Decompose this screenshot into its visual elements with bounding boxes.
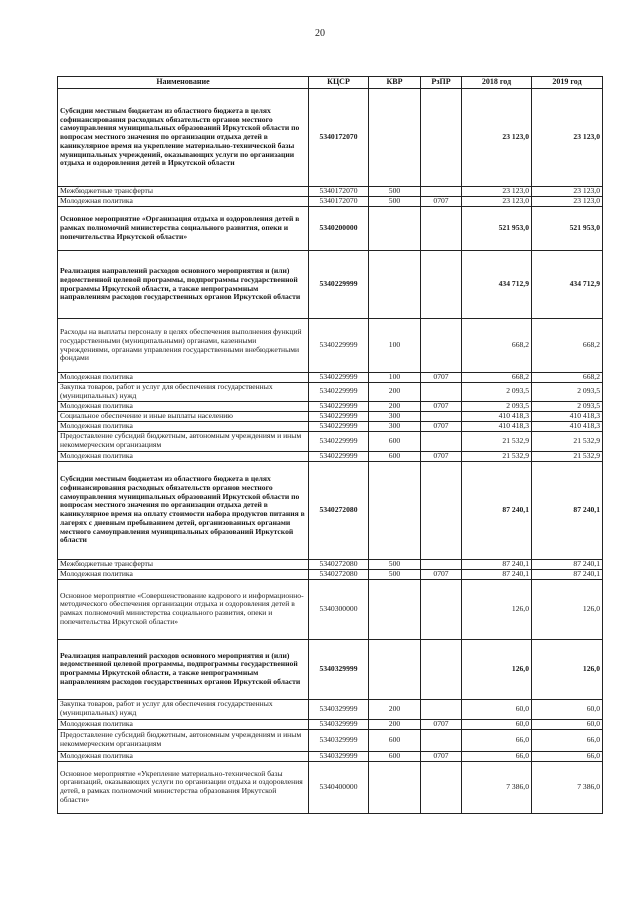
- table-row: [58, 761, 603, 813]
- cell-kvr: [369, 251, 421, 319]
- cell-2018: 126,0: [462, 579, 532, 639]
- cell-2019: 60,0: [532, 719, 603, 729]
- cell-2018: 87 240,1: [462, 569, 532, 579]
- table-row: [58, 729, 603, 751]
- cell-rzpr: [421, 579, 462, 639]
- cell-name: Межбюджетные трансферты: [58, 187, 309, 197]
- cell-kvr: 500: [369, 559, 421, 569]
- table-header-row: [58, 77, 603, 89]
- cell-kvr: 600: [369, 451, 421, 461]
- cell-rzpr: [421, 319, 462, 373]
- cell-rzpr: [421, 411, 462, 421]
- cell-2018: 23 123,0: [462, 197, 532, 207]
- cell-kvr: 100: [369, 373, 421, 383]
- cell-rzpr: [421, 187, 462, 197]
- table-row: [58, 187, 603, 197]
- cell-name: Межбюджетные трансферты: [58, 559, 309, 569]
- cell-name: Молодежная политика: [58, 569, 309, 579]
- cell-2018: 7 386,0: [462, 761, 532, 813]
- cell-2019: 23 123,0: [532, 89, 603, 187]
- cell-kcsr: 5340329999: [309, 751, 369, 761]
- cell-2018: 410 418,3: [462, 421, 532, 431]
- cell-rzpr: [421, 761, 462, 813]
- table-row: [58, 401, 603, 411]
- cell-2019: 87 240,1: [532, 461, 603, 559]
- table-row: [58, 699, 603, 719]
- table-row: [58, 559, 603, 569]
- table-row: [58, 431, 603, 451]
- cell-kcsr: 5340229999: [309, 431, 369, 451]
- cell-kcsr: 5340272080: [309, 559, 369, 569]
- table-row: [58, 319, 603, 373]
- cell-2018: 126,0: [462, 639, 532, 699]
- cell-name: Молодежная политика: [58, 451, 309, 461]
- cell-2018: 66,0: [462, 729, 532, 751]
- cell-2018: 60,0: [462, 699, 532, 719]
- cell-2019: 668,2: [532, 373, 603, 383]
- header-name: Наименование: [58, 77, 309, 89]
- table-row: [58, 719, 603, 729]
- cell-rzpr: 0707: [421, 751, 462, 761]
- cell-name: Закупка товаров, работ и услуг для обеспечения государственных (муниципальных) нужд: [58, 699, 309, 719]
- cell-rzpr: 0707: [421, 569, 462, 579]
- cell-kvr: 300: [369, 421, 421, 431]
- cell-kvr: 200: [369, 401, 421, 411]
- cell-2018: 87 240,1: [462, 461, 532, 559]
- cell-kcsr: 5340329999: [309, 699, 369, 719]
- cell-2019: 87 240,1: [532, 569, 603, 579]
- cell-name: Молодежная политика: [58, 421, 309, 431]
- cell-2019: 60,0: [532, 699, 603, 719]
- cell-2019: 521 953,0: [532, 207, 603, 251]
- cell-2019: 668,2: [532, 319, 603, 373]
- cell-name: Субсидии местным бюджетам из областного бюджета в целях софинансирования расходных обязательств органов местного самоуправления муниципальных образований Иркутской области по вопросам местного значения по организации отдыха детей в каникулярное время на оплату стоимости набора продуктов питания в лагерях с дневным пребыванием детей, организованных органами местного самоуправления муниципальных образований Иркутской области: [58, 461, 309, 559]
- cell-kvr: [369, 761, 421, 813]
- cell-kcsr: 5340172070: [309, 197, 369, 207]
- cell-kcsr: 5340229999: [309, 421, 369, 431]
- cell-2019: 87 240,1: [532, 559, 603, 569]
- cell-2018: 668,2: [462, 319, 532, 373]
- cell-2018: 668,2: [462, 373, 532, 383]
- cell-rzpr: 0707: [421, 719, 462, 729]
- cell-kcsr: 5340272080: [309, 461, 369, 559]
- cell-rzpr: 0707: [421, 197, 462, 207]
- cell-name: Молодежная политика: [58, 719, 309, 729]
- header-2019: 2019 год: [532, 77, 603, 89]
- cell-2018: 23 123,0: [462, 89, 532, 187]
- cell-2019: 23 123,0: [532, 197, 603, 207]
- cell-kcsr: 5340200000: [309, 207, 369, 251]
- cell-name: Основное мероприятие «Совершенствование кадрового и информационно-методического обеспечения организации отдыха и оздоровления детей в рамках полномочий министерства социального развития, опеки и попечительства Иркутской области»: [58, 579, 309, 639]
- cell-kvr: 500: [369, 197, 421, 207]
- cell-2019: 23 123,0: [532, 187, 603, 197]
- cell-kvr: 500: [369, 187, 421, 197]
- cell-kcsr: 5340172070: [309, 89, 369, 187]
- table-row: [58, 639, 603, 699]
- table-body: [58, 89, 603, 814]
- cell-kvr: [369, 639, 421, 699]
- cell-name: Молодежная политика: [58, 197, 309, 207]
- cell-2019: 126,0: [532, 579, 603, 639]
- header-rzpr: РзПР: [421, 77, 462, 89]
- cell-rzpr: [421, 383, 462, 402]
- cell-name: Молодежная политика: [58, 373, 309, 383]
- table-row: [58, 451, 603, 461]
- cell-kvr: 600: [369, 729, 421, 751]
- table-row: [58, 461, 603, 559]
- cell-name: Субсидии местным бюджетам из областного бюджета в целях софинансирования расходных обязательств органов местного самоуправления муниципальных образований Иркутской области по вопросам местного значения по организации отдыха детей в каникулярное время на укрепление материально-технической базы муниципальных учреждений, оказывающих услуги по организации отдыха и оздоровления детей в Иркутской области: [58, 89, 309, 187]
- cell-rzpr: 0707: [421, 401, 462, 411]
- header-kvr: КВР: [369, 77, 421, 89]
- cell-name: Предоставление субсидий бюджетным, автономным учреждениям и иным некоммерческим организациям: [58, 729, 309, 751]
- cell-2018: 66,0: [462, 751, 532, 761]
- cell-kcsr: 5340300000: [309, 579, 369, 639]
- cell-rzpr: 0707: [421, 421, 462, 431]
- cell-kcsr: 5340229999: [309, 451, 369, 461]
- cell-name: Молодежная политика: [58, 751, 309, 761]
- cell-2019: 66,0: [532, 729, 603, 751]
- cell-2018: 2 093,5: [462, 383, 532, 402]
- cell-2018: 410 418,3: [462, 411, 532, 421]
- cell-kvr: 200: [369, 383, 421, 402]
- cell-2018: 521 953,0: [462, 207, 532, 251]
- cell-kvr: [369, 89, 421, 187]
- cell-rzpr: [421, 639, 462, 699]
- table-row: [58, 251, 603, 319]
- cell-2019: 410 418,3: [532, 421, 603, 431]
- cell-kvr: 100: [369, 319, 421, 373]
- cell-rzpr: [421, 559, 462, 569]
- table-row: [58, 411, 603, 421]
- table-row: [58, 373, 603, 383]
- table-row: [58, 207, 603, 251]
- cell-kcsr: 5340329999: [309, 639, 369, 699]
- budget-table: [57, 76, 603, 814]
- cell-2019: 7 386,0: [532, 761, 603, 813]
- cell-kvr: 200: [369, 719, 421, 729]
- table-row: [58, 579, 603, 639]
- cell-kcsr: 5340229999: [309, 373, 369, 383]
- cell-kcsr: 5340329999: [309, 729, 369, 751]
- cell-rzpr: [421, 729, 462, 751]
- cell-2019: 21 532,9: [532, 431, 603, 451]
- cell-kcsr: 5340229999: [309, 383, 369, 402]
- table-row: [58, 751, 603, 761]
- cell-2019: 126,0: [532, 639, 603, 699]
- cell-rzpr: [421, 89, 462, 187]
- cell-rzpr: 0707: [421, 451, 462, 461]
- cell-2018: 23 123,0: [462, 187, 532, 197]
- cell-name: Закупка товаров, работ и услуг для обеспечения государственных (муниципальных) нужд: [58, 383, 309, 402]
- cell-rzpr: [421, 461, 462, 559]
- cell-name: Основное мероприятие «Укрепление материально-технической базы организаций, оказывающих услуги по организации отдыха и оздоровления детей, в рамках полномочий министерства образования Иркутской области»: [58, 761, 309, 813]
- cell-2018: 21 532,9: [462, 431, 532, 451]
- table-row: [58, 421, 603, 431]
- cell-kcsr: 5340172070: [309, 187, 369, 197]
- cell-rzpr: [421, 207, 462, 251]
- cell-2018: 434 712,9: [462, 251, 532, 319]
- cell-kvr: [369, 207, 421, 251]
- cell-kvr: [369, 461, 421, 559]
- cell-rzpr: 0707: [421, 373, 462, 383]
- cell-kcsr: 5340229999: [309, 251, 369, 319]
- cell-2019: 21 532,9: [532, 451, 603, 461]
- table-row: [58, 383, 603, 402]
- cell-name: Основное мероприятие «Организация отдыха и оздоровления детей в рамках полномочий министерства социального развития, опеки и попечительства Иркутской области»: [58, 207, 309, 251]
- table-row: [58, 197, 603, 207]
- header-2018: 2018 год: [462, 77, 532, 89]
- cell-2019: 410 418,3: [532, 411, 603, 421]
- cell-rzpr: [421, 431, 462, 451]
- cell-kvr: 600: [369, 431, 421, 451]
- cell-name: Реализация направлений расходов основного мероприятия и (или) ведомственной целевой программы, подпрограммы государственной программы Иркутской области, а также непрограммным направлениям расходов государственных органов Иркутской области: [58, 639, 309, 699]
- cell-2018: 2 093,5: [462, 401, 532, 411]
- cell-kvr: 600: [369, 751, 421, 761]
- cell-kvr: [369, 579, 421, 639]
- cell-rzpr: [421, 251, 462, 319]
- cell-kcsr: 5340272080: [309, 569, 369, 579]
- cell-2019: 2 093,5: [532, 383, 603, 402]
- cell-kvr: 300: [369, 411, 421, 421]
- cell-rzpr: [421, 699, 462, 719]
- cell-kcsr: 5340229999: [309, 411, 369, 421]
- cell-2018: 87 240,1: [462, 559, 532, 569]
- cell-kcsr: 5340400000: [309, 761, 369, 813]
- cell-name: Предоставление субсидий бюджетным, автономным учреждениям и иным некоммерческим организациям: [58, 431, 309, 451]
- table-row: [58, 569, 603, 579]
- cell-2018: 60,0: [462, 719, 532, 729]
- cell-name: Реализация направлений расходов основного мероприятия и (или) ведомственной целевой программы, подпрограммы государственной программы Иркутской области, а также непрограммным направлениям расходов государственных органов Иркутской области: [58, 251, 309, 319]
- cell-2019: 2 093,5: [532, 401, 603, 411]
- cell-2018: 21 532,9: [462, 451, 532, 461]
- cell-name: Расходы на выплаты персоналу в целях обеспечения выполнения функций государственными (муниципальными) органами, казенными учреждениями, органами управления государственными внебюджетными фондами: [58, 319, 309, 373]
- header-kcsr: КЦСР: [309, 77, 369, 89]
- cell-kcsr: 5340229999: [309, 401, 369, 411]
- cell-2019: 66,0: [532, 751, 603, 761]
- cell-name: Социальное обеспечение и иные выплаты населению: [58, 411, 309, 421]
- cell-kvr: 500: [369, 569, 421, 579]
- cell-kcsr: 5340229999: [309, 319, 369, 373]
- table-row: [58, 89, 603, 187]
- cell-kvr: 200: [369, 699, 421, 719]
- cell-kcsr: 5340329999: [309, 719, 369, 729]
- cell-2019: 434 712,9: [532, 251, 603, 319]
- cell-name: Молодежная политика: [58, 401, 309, 411]
- page-number: 20: [315, 28, 325, 39]
